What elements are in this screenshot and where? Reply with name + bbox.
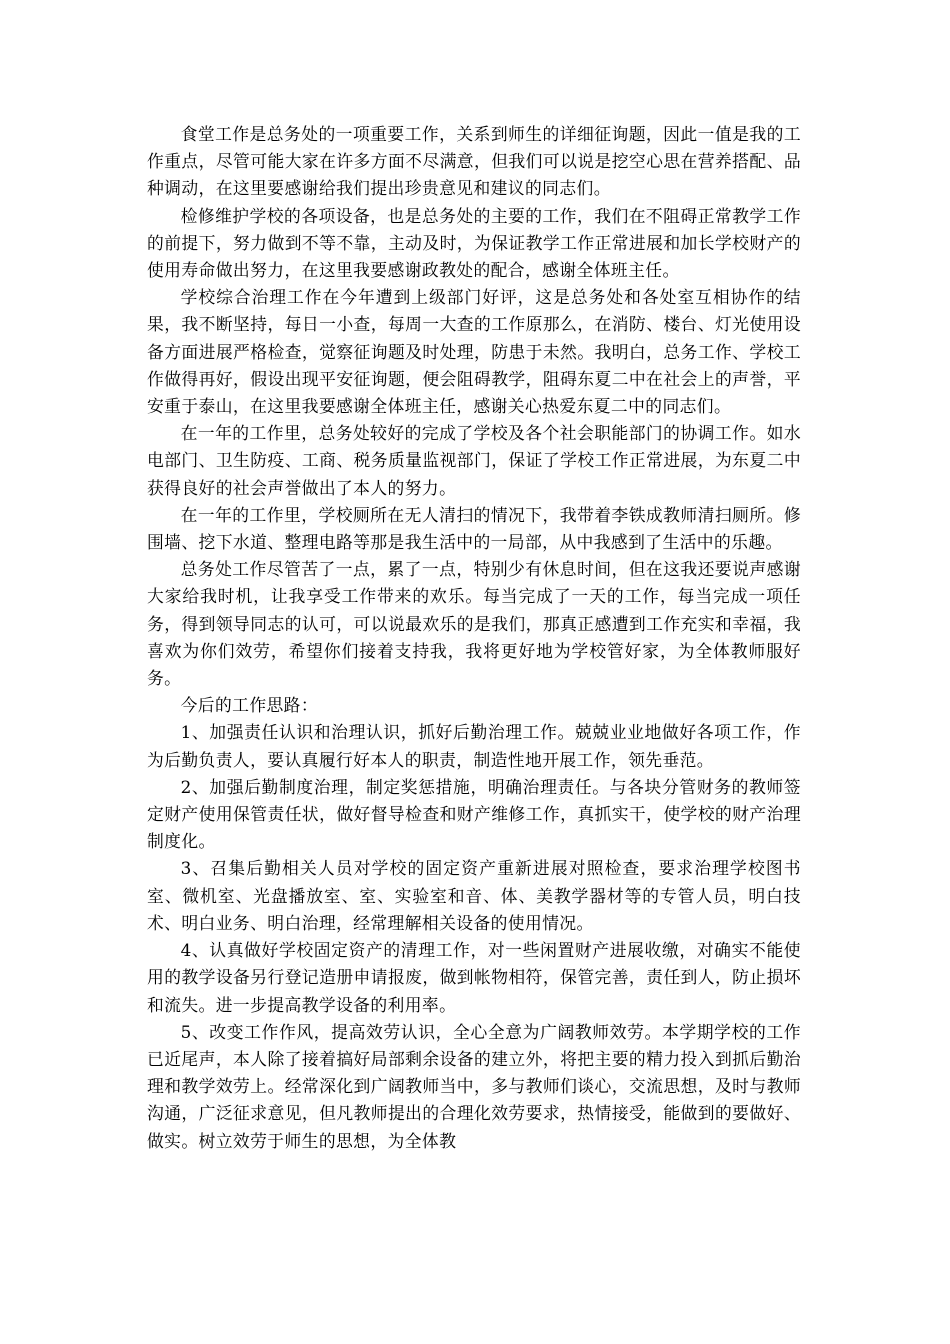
list-item-plan-1: 1、加强责任认识和治理认识，抓好后勤治理工作。兢兢业业地做好各项工作，作为后勤负责人，要认真履行好本人的职责，制造性地开展工作，领先垂范。 — [147, 722, 801, 770]
paragraph-gratitude: 总务处工作尽管苦了一点，累了一点，特别少有休息时间，但在这我还要说声感谢大家给我时机，让我享受工作带来的欢乐。每当完成了一天的工作，每当完成一项任务，得到领导同志的认可，可以说最欢乐的是我们，那真正感遭到工作充实和幸福，我喜欢为你们效劳，希望你们接着支持我，我将更好地为学校管好家，为全体教师服好务。 — [147, 559, 801, 689]
document-body — [147, 121, 801, 1155]
list-item-plan-3: 3、召集后勤相关人员对学校的固定资产重新进展对照检查，要求治理学校图书室、微机室、光盘播放室、室、实验室和音、体、美教学器材等的专管人员，明白技术、明白业务、明白治理，经常理解相关设备的使用情况。 — [147, 858, 801, 933]
list-item-plan-2: 2、加强后勤制度治理，制定奖惩措施，明确治理责任。与各块分管财务的教师签定财产使用保管责任状，做好督导检查和财产维修工作，真抓实干，使学校的财产治理制度化。 — [147, 776, 801, 852]
list-item-plan-5: 5、改变工作作风，提高效劳认识，全心全意为广阔教师效劳。本学期学校的工作已近尾声，本人除了接着搞好局部剩余设备的建立外，将把主要的精力投入到抓后勤治理和教学效劳上。经常深化到广阔教师当中，多与教师们谈心，交流思想，及时与教师沟通，广泛征求意见，但凡教师提出的合理化效劳要求，热情接受，能做到的要做好、做实。树立效劳于师生的思想，为全体教 — [147, 1021, 801, 1151]
paragraph-canteen: 食堂工作是总务处的一项重要工作，关系到师生的详细征询题，因此一值是我的工作重点，尽管可能大家在许多方面不尽满意，但我们可以说是挖空心思在营养搭配、品种调动，在这里要感谢给我们提出珍贵意见和建议的同志们。 — [147, 124, 801, 199]
paragraph-cleaning: 在一年的工作里，学校厕所在无人清扫的情况下，我带着李铁成教师清扫厕所。修围墙、挖下水道、整理电路等那是我生活中的一局部，从中我感到了生活中的乐趣。 — [147, 504, 801, 553]
paragraph-maintenance: 检修维护学校的各项设备，也是总务处的主要的工作，我们在不阻碍正常教学工作的前提下，努力做到不等不靠，主动及时，为保证教学工作正常进展和加长学校财产的使用寿命做出努力，在这里我要感谢政教处的配合，感谢全体班主任。 — [147, 205, 801, 281]
paragraph-coordination: 在一年的工作里，总务处较好的完成了学校及各个社会职能部门的协调工作。如水电部门、卫生防疫、工商、税务质量监视部门，保证了学校工作正常进展，为东夏二中获得良好的社会声誉做出了本人的努力。 — [147, 423, 801, 498]
paragraph-safety: 学校综合治理工作在今年遭到上级部门好评，这是总务处和各处室互相协作的结果，我不断坚持，每日一小查，每周一大查的工作原那么，在消防、楼台、灯光使用设备方面进展严格检查，觉察征询题及时处理，防患于未然。我明白，总务工作、学校工作做得再好，假设出现平安征询题，便会阻碍教学，阻碍东夏二中在社会上的声誉，平安重于泰山，在这里我要感谢全体班主任，感谢关心热爱东夏二中的同志们。 — [147, 287, 801, 417]
list-item-plan-4: 4、认真做好学校固定资产的清理工作，对一些闲置财产进展收缴，对确实不能使用的教学设备另行登记造册申请报废，做到帐物相符，保管完善，责任到人，防止损坏和流失。进一步提高教学设备的利用率。 — [147, 940, 801, 1015]
section-heading-future-plans: 今后的工作思路： — [180, 695, 319, 716]
